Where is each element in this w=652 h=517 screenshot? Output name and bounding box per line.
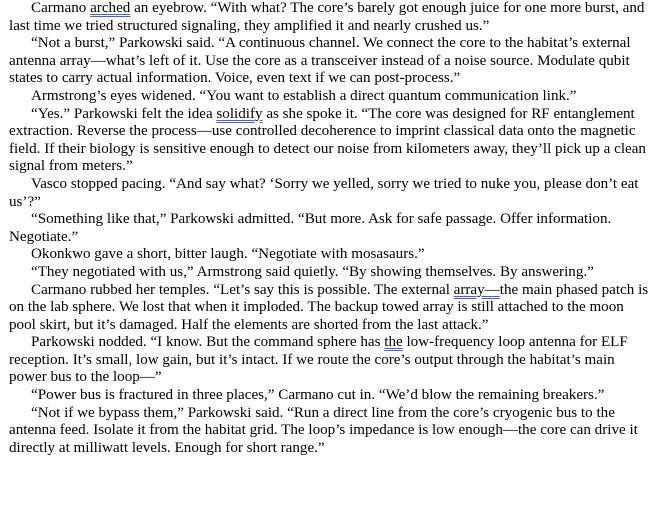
text-run: low-frequency loop antenna for ELF reception. It’s small, low gain, but it’s intact. If we route the core’s output through the habitat’s main power bus to the loop—” xyxy=(9,334,628,386)
text-run: “Something like that,” Parkowski admitted. “But more. Ask for safe passage. Offer information. Negotiate.” xyxy=(9,211,612,245)
text-run: “Not a burst,” Parkowski said. “A continuous channel. We connect the core to the habitat’s external antenna array—what’s left of it. Use the core as a transceiver instead of a noise source. Modulate qubit states to carry actual information. Voice, even text if we can post-process.” xyxy=(9,35,631,87)
grammar-flagged-word[interactable]: solidify xyxy=(216,105,263,122)
paragraph-10 xyxy=(9,334,649,387)
text-run: “Power bus is fractured in three places,” Carmano cut in. “We’d blow the remaining breakers.” xyxy=(31,387,605,404)
grammar-flagged-word[interactable]: array— xyxy=(453,281,500,298)
paragraph-5 xyxy=(9,176,649,211)
paragraph-7 xyxy=(9,246,649,264)
text-run: Carmano xyxy=(31,0,91,16)
paragraph-9 xyxy=(9,282,649,335)
text-run: Vasco stopped pacing. “And say what? ‘Sorry we yelled, sorry we tried to nuke you, please don’t eat us’?” xyxy=(9,175,639,210)
text-run: an eyebrow. “With what? The core’s barely got enough juice for one more burst, and last time we tried structured signaling, they amplified it and nearly crushed us.” xyxy=(9,0,645,34)
text-run: “Yes.” Parkowski felt the idea xyxy=(31,105,217,122)
text-run: Parkowski nodded. “I know. But the command sphere has xyxy=(31,334,385,351)
document-body[interactable] xyxy=(9,0,649,457)
paragraph-8 xyxy=(9,264,649,282)
grammar-flagged-word[interactable]: arched xyxy=(90,0,131,16)
text-run: Okonkwo gave a short, bitter laugh. “Negotiate with mosasaurs.” xyxy=(31,246,425,263)
paragraph-4 xyxy=(9,106,649,176)
paragraph-1 xyxy=(9,0,649,35)
paragraph-12 xyxy=(9,405,649,458)
text-run: as she spoke it. “The core was designed for RF entanglement extraction. Reverse the process—use controlled decoherence to imprint classical data onto the magnetic field. If their biology is sensitive enough to detect our noise from kilometers away, they’ll pick up a clean signal from meters.” xyxy=(9,105,646,175)
text-run: “They negotiated with us,” Armstrong said quietly. “By showing themselves. By answering.” xyxy=(31,263,594,280)
text-run: “Not if we bypass them,” Parkowski said. “Run a direct line from the core’s cryogenic bus to the antenna feed. Isolate it from the habitat grid. The loop’s impedance is low enough—the core can drive it directly at milliwatt levels. Enough for short range.” xyxy=(9,404,638,456)
paragraph-3 xyxy=(9,88,649,106)
paragraph-11 xyxy=(9,387,649,405)
text-run: the main phased patch is on the lab sphere. We lost that when it imploded. The backup towed array is still attached to the moon pool skirt, but it’s damaged. Half the elements are shorted from the last attack.” xyxy=(9,281,649,333)
grammar-flagged-word[interactable]: the xyxy=(384,334,403,351)
paragraph-6 xyxy=(9,211,649,246)
text-run: Armstrong’s eyes widened. “You want to establish a direct quantum communication link.” xyxy=(31,87,577,104)
text-run: Carmano rubbed her temples. “Let’s say this is possible. The external xyxy=(31,281,454,298)
paragraph-2 xyxy=(9,35,649,88)
